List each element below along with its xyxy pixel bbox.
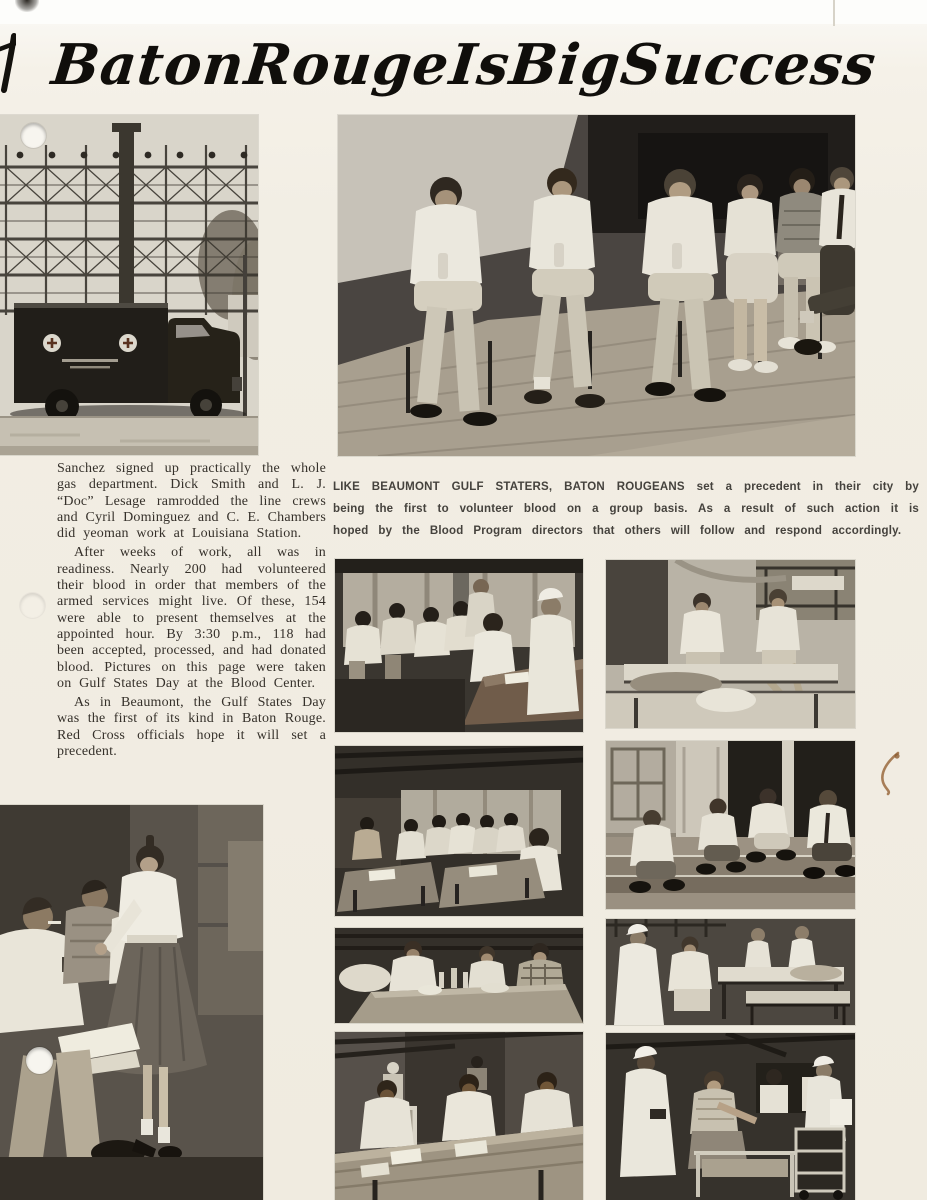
caption-body: set a precedent in their city by being the first to volunteer blood on a group basis. As a result of such action it is hoped by the Blood Program directors that others will follow and respond accordingly. xyxy=(333,481,919,537)
title-word: Is xyxy=(446,32,513,98)
photo-grid-nurse-donor xyxy=(606,1033,855,1200)
title-word: Rouge xyxy=(241,32,453,98)
photo-grid-interview-table xyxy=(335,559,583,732)
article-paragraph: After weeks of work, all was in readiness. Nearly 200 had volunteered their blood in order that members of the armed services might live. Of these, 154 were able to present themselves at the appointed hour. By 3:30 p.m., 118 had been accepted, processed, and had donated blood. Pictures on this page were taken on Gulf States Day at the Blood Center. xyxy=(57,545,326,691)
punch-hole xyxy=(26,1047,53,1074)
caption-lead: LIKE BEAUMONT GULF STATERS, BATON ROUGEANS xyxy=(333,481,685,493)
photo-grid-resting-cots xyxy=(606,560,855,728)
article-paragraph: Sanchez signed up practically the whole gas department. Dick Smith and L. J. “Doc” Lesage ramrodded the line crews and Cyril Dominguez and C. E. Chambers did yeoman work at Louisiana Station. xyxy=(57,461,326,542)
title-word: Baton xyxy=(48,32,249,98)
scan-top-edge xyxy=(0,0,927,24)
title-word: Big xyxy=(506,32,625,98)
stain-mark xyxy=(874,750,906,796)
photo-caption xyxy=(333,476,919,542)
page-title xyxy=(48,22,880,108)
punch-hole xyxy=(21,123,46,148)
photo-grid-long-table xyxy=(335,1032,583,1200)
photo-grid-refreshment-table xyxy=(335,928,583,1023)
photo-grid-nurses-beds xyxy=(606,919,855,1025)
photo-grid-waiting-hall xyxy=(335,746,583,916)
photo-bloodmobile xyxy=(0,115,258,455)
title-word: Success xyxy=(617,32,880,98)
cut-off-script-letter xyxy=(0,32,16,94)
punch-hole xyxy=(20,593,45,618)
article-paragraph: As in Beaumont, the Gulf States Day was the first of its kind in Baton Rouge. Red Cross officials hope it will set a precedent. xyxy=(57,695,326,760)
photo-volunteer-signup xyxy=(0,805,263,1200)
photo-refreshment-row xyxy=(338,115,855,456)
corner-smudge xyxy=(15,0,39,12)
article-column xyxy=(57,461,326,763)
photo-grid-porch-steps xyxy=(606,741,855,909)
